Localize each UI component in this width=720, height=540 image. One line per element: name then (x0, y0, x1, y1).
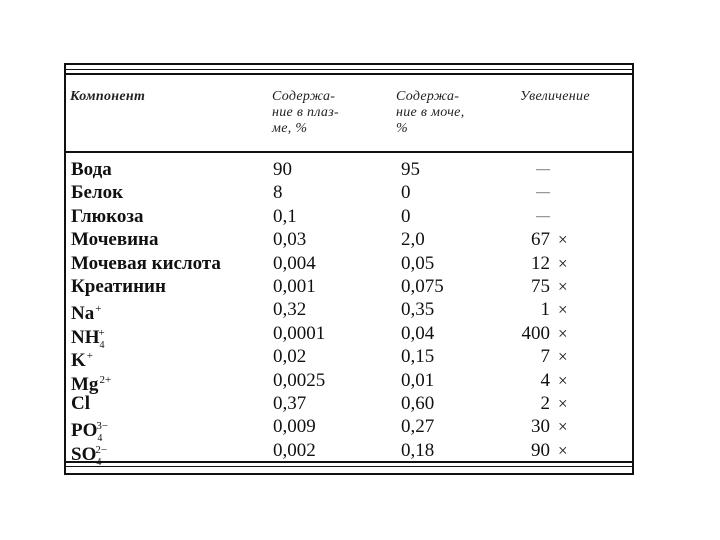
plasma-value: 0,004 (273, 252, 316, 274)
plasma-value: 0,009 (273, 416, 316, 438)
component-name (71, 181, 123, 204)
component-name (71, 275, 166, 298)
increase-value: 30 (531, 416, 550, 438)
ion-charge: 3− (96, 420, 109, 433)
component-label: SO (71, 443, 97, 465)
header-increase: Увеличение (520, 89, 590, 104)
table-row (0, 345, 720, 372)
plasma-value: 0,1 (273, 205, 297, 227)
increase-value: 400 (521, 322, 550, 344)
component-label: K (71, 350, 86, 372)
increase-value: 90 (531, 439, 550, 461)
increase-value: 2 (540, 393, 550, 414)
component-name (71, 439, 107, 474)
top-rule-thick (66, 73, 632, 75)
table-row (0, 158, 720, 181)
component-label: Мочевина (71, 229, 159, 251)
times-sign: × (558, 277, 568, 296)
header-rule (66, 151, 632, 153)
table-row (0, 275, 720, 298)
header-plasma-line: ме, % (272, 121, 308, 136)
times-sign: × (558, 394, 568, 413)
table-row (0, 322, 720, 351)
component-label: Mg (71, 373, 99, 395)
top-rule-thin (66, 69, 632, 70)
plasma-value: 90 (273, 159, 292, 180)
plasma-value: 0,03 (273, 229, 307, 251)
component-label: Na (71, 303, 95, 325)
urine-value: 0,15 (401, 346, 435, 368)
table-row (0, 369, 720, 395)
plasma-value: 0,0001 (273, 322, 326, 344)
times-sign: × (558, 300, 568, 320)
plasma-value: 0,37 (273, 393, 307, 414)
component-name (71, 252, 221, 275)
urine-value: 2,0 (401, 229, 425, 251)
component-label: Cl (71, 393, 90, 414)
increase-value: 7 (540, 346, 550, 368)
ion-charge: 2+ (99, 373, 112, 386)
urine-value: 0,075 (401, 276, 444, 297)
urine-value: 0,60 (401, 393, 435, 414)
increase-value: — (536, 162, 550, 177)
header-urine-line: Содержа- (396, 89, 460, 104)
increase-value: 75 (531, 276, 550, 297)
urine-value: 0,04 (401, 322, 435, 344)
component-name (71, 228, 159, 251)
plasma-value: 0,0025 (273, 369, 326, 391)
component-label: Белок (71, 182, 124, 204)
urine-value: 0,35 (401, 299, 435, 321)
increase-value: 67 (531, 229, 550, 251)
urine-value: 95 (401, 159, 420, 180)
table-row (0, 439, 720, 468)
urine-value: 0,01 (401, 369, 435, 391)
component-label: PO (71, 420, 98, 442)
header-urine-line: % (396, 121, 408, 136)
times-sign: × (558, 347, 568, 367)
table-row (0, 392, 720, 415)
header-component: Компонент (70, 89, 146, 104)
component-label: Мочевая кислота (71, 252, 221, 274)
plasma-value: 0,32 (273, 299, 307, 321)
table-row (0, 205, 720, 228)
ion-charge: + (95, 303, 102, 316)
header-plasma-line: ние в плаз- (272, 105, 339, 120)
times-sign: × (558, 370, 568, 390)
component-label: Глюкоза (71, 205, 144, 227)
ion-charge: + (98, 326, 105, 339)
increase-value: 12 (531, 252, 550, 274)
ion-charge: + (86, 350, 93, 363)
plasma-value: 8 (273, 182, 283, 204)
component-name (71, 392, 90, 415)
times-sign: × (558, 230, 568, 250)
increase-value: — (536, 185, 550, 201)
increase-value: — (536, 208, 550, 224)
header-urine (396, 89, 506, 137)
times-sign: × (558, 323, 568, 343)
ion-subscript: 4 (97, 433, 103, 445)
ion-charge: 2− (95, 443, 108, 456)
header-urine-line: ние в моче, (396, 105, 465, 120)
urine-value: 0,27 (401, 416, 435, 438)
component-name (71, 158, 112, 181)
header-plasma-line: Содержа- (272, 89, 336, 104)
increase-value: 4 (540, 369, 550, 391)
table-row (0, 228, 720, 251)
increase-value: 1 (540, 299, 550, 321)
component-label: Вода (71, 159, 112, 180)
ion-subscript: 4 (99, 339, 105, 351)
plasma-value: 0,02 (273, 346, 307, 368)
component-label: NH (71, 326, 100, 348)
ion-subscript: 4 (96, 456, 102, 468)
urine-value: 0 (401, 205, 411, 227)
urine-value: 0 (401, 182, 411, 204)
plasma-value: 0,001 (273, 276, 316, 297)
table-row (0, 298, 720, 325)
urine-value: 0,18 (401, 439, 435, 461)
times-sign: × (558, 440, 568, 460)
table-row (0, 181, 720, 204)
urine-value: 0,05 (401, 252, 435, 274)
header-plasma (272, 89, 382, 137)
component-name (71, 205, 143, 228)
plasma-value: 0,002 (273, 439, 316, 461)
table-row (0, 252, 720, 275)
times-sign: × (558, 417, 568, 437)
times-sign: × (558, 253, 568, 273)
component-label: Креатинин (71, 276, 166, 297)
table-row (0, 415, 720, 445)
bottom-rule-thin (66, 466, 632, 467)
